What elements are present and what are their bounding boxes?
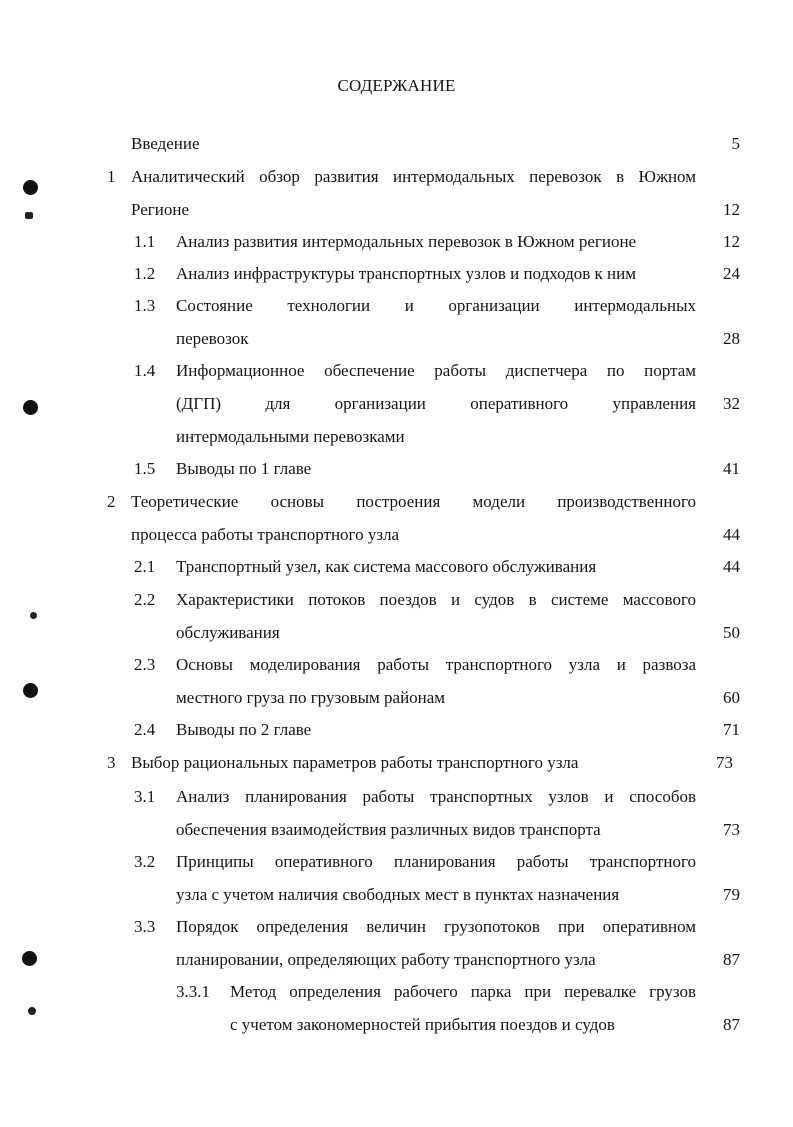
- toc-entry-number: 2: [107, 492, 116, 511]
- toc-entry: [0, 550, 793, 583]
- toc-entry: [0, 583, 793, 649]
- toc-entry-title: интермодальными перевозками: [176, 427, 405, 446]
- toc-entry-line: [0, 910, 793, 943]
- toc-entry: [0, 975, 793, 1041]
- toc-page-number: 50: [723, 623, 740, 642]
- toc-entry-title: Порядок определения величин грузопотоков при оперативном: [176, 917, 696, 936]
- scan-speck: [25, 212, 33, 219]
- toc-entry-title: Основы моделирования работы транспортного узла и развоза: [176, 655, 696, 674]
- toc-entry-number: 1: [107, 167, 116, 186]
- toc-entry-title: Теоретические основы построения модели производственного: [131, 492, 696, 511]
- toc-entry: [0, 160, 793, 226]
- toc-page-number: 32: [723, 394, 740, 413]
- toc-entry: [0, 354, 793, 453]
- toc-entry-line: [0, 127, 793, 160]
- toc-entry: [0, 780, 793, 846]
- toc-entry-line: [0, 518, 793, 551]
- toc-entry-line: [0, 225, 793, 258]
- toc-entry-title: Регионе: [131, 200, 189, 219]
- toc-entry-title: Выбор рациональных параметров работы транспортного узла: [131, 753, 579, 772]
- toc-entry-number: 1.5: [134, 459, 156, 478]
- toc-entry-title: Аналитический обзор развития интермодальных перевозок в Южном: [131, 167, 696, 186]
- toc-page-number: 87: [723, 950, 740, 969]
- toc-page-number: 44: [723, 557, 740, 576]
- toc-entry-title: обслуживания: [176, 623, 280, 642]
- toc-entry-line: [0, 616, 793, 649]
- toc-entry-number: 3.3: [134, 917, 156, 936]
- toc-entry-title: (ДГП) для организации оперативного управления: [176, 394, 696, 413]
- toc-page-number: 60: [723, 688, 740, 707]
- toc-entry-title: Анализ планирования работы транспортных узлов и способов: [176, 787, 696, 806]
- toc-entry-number: 2.1: [134, 557, 156, 576]
- toc-entry: [0, 910, 793, 976]
- toc-entry-line: [0, 420, 793, 453]
- scan-speck: [30, 612, 37, 619]
- toc-entry-line: [0, 387, 793, 420]
- toc-entry: [0, 485, 793, 551]
- toc-entry-number: 3.2: [134, 852, 156, 871]
- toc-entry-line: [0, 452, 793, 485]
- toc-entry-number: 3.1: [134, 787, 156, 806]
- punch-hole-mark: [23, 180, 38, 195]
- toc-entry: [0, 713, 793, 746]
- toc-entry-line: [0, 878, 793, 911]
- punch-hole-mark: [22, 951, 37, 966]
- toc-entry-title: планировании, определяющих работу транспортного узла: [176, 950, 596, 969]
- toc-entry: [0, 746, 793, 779]
- toc-entry: [0, 452, 793, 485]
- toc-entry-title: узла с учетом наличия свободных мест в пунктах назначения: [176, 885, 620, 904]
- toc-entry-line: [0, 813, 793, 846]
- punch-hole-mark: [23, 683, 38, 698]
- toc-entry-title: Метод определения рабочего парка при перевалке грузов: [230, 982, 696, 1001]
- toc-entry-line: [0, 550, 793, 583]
- toc-entry-title: Анализ развития интермодальных перевозок в Южном регионе: [176, 232, 637, 251]
- toc-entry-line: [0, 354, 793, 387]
- toc-entry: [0, 127, 793, 160]
- toc-entry-number: 3.3.1: [176, 982, 210, 1001]
- toc-entry-number: 3: [107, 753, 116, 772]
- toc-entry-line: [0, 583, 793, 616]
- toc-entry-number: 1.1: [134, 232, 156, 251]
- page-title: СОДЕРЖАНИЕ: [337, 76, 456, 95]
- toc-entry-line: [0, 648, 793, 681]
- toc-entry-line: [0, 746, 793, 779]
- toc-entry-line: [0, 257, 793, 290]
- toc-page-number: 12: [723, 200, 740, 219]
- toc-page-number: 28: [723, 329, 740, 348]
- toc-entry-number: 1.2: [134, 264, 156, 283]
- toc-entry-line: [0, 322, 793, 355]
- toc-entry-number: 2.2: [134, 590, 156, 609]
- toc-entry-line: [0, 160, 793, 193]
- toc-entry-title: Состояние технологии и организации интермодальных: [176, 296, 696, 315]
- toc-entry-title: Информационное обеспечение работы диспетчера по портам: [176, 361, 696, 380]
- toc-page-number: 71: [723, 720, 740, 739]
- toc-page-number: 87: [723, 1015, 740, 1034]
- toc-entry-line: [0, 713, 793, 746]
- toc-entry-line: [0, 193, 793, 226]
- toc-entry: [0, 845, 793, 911]
- toc-entry: [0, 257, 793, 290]
- toc-entry-title: процесса работы транспортного узла: [131, 525, 400, 544]
- toc-entry-title: Выводы по 2 главе: [176, 720, 312, 739]
- toc-entry-number: 1.4: [134, 361, 156, 380]
- toc-entry-number: 1.3: [134, 296, 156, 315]
- toc-page-number: 12: [723, 232, 740, 251]
- toc-entry-title: Выводы по 1 главе: [176, 459, 312, 478]
- toc-entry-title: перевозок: [176, 329, 249, 348]
- toc-entry-line: [0, 845, 793, 878]
- toc-entry-title: Характеристики потоков поездов и судов в системе массового: [176, 590, 696, 609]
- toc-entry-title: Принципы оперативного планирования работы транспортного: [176, 852, 696, 871]
- toc-entry-line: [0, 1008, 793, 1041]
- toc-entry-number: 2.4: [134, 720, 156, 739]
- toc-entry-title: Введение: [131, 134, 200, 153]
- toc-entry-title: Анализ инфраструктуры транспортных узлов и подходов к ним: [176, 264, 636, 283]
- toc-entry: [0, 225, 793, 258]
- toc-entry-title: с учетом закономерностей прибытия поездов и судов: [230, 1015, 615, 1034]
- toc-entry-number: 2.3: [134, 655, 156, 674]
- toc-entry: [0, 289, 793, 355]
- toc-page-number: 79: [723, 885, 740, 904]
- toc-entry-title: Транспортный узел, как система массового обслуживания: [176, 557, 597, 576]
- scan-speck: [28, 1007, 36, 1015]
- punch-hole-mark: [23, 400, 38, 415]
- toc-page-number: 5: [731, 134, 740, 153]
- toc-page-number: 41: [723, 459, 740, 478]
- toc-entry-line: [0, 485, 793, 518]
- toc-entry-line: [0, 780, 793, 813]
- toc-entry-line: [0, 289, 793, 322]
- toc-entry: [0, 648, 793, 714]
- toc-page-number: 73: [723, 820, 740, 839]
- toc-entry-line: [0, 975, 793, 1008]
- toc-page-number: 44: [723, 525, 740, 544]
- toc-entry-title: обеспечения взаимодействия различных видов транспорта: [176, 820, 601, 839]
- toc-entry-line: [0, 681, 793, 714]
- toc-page-number: 24: [723, 264, 740, 283]
- toc-entry-title: местного груза по грузовым районам: [176, 688, 446, 707]
- toc-page-number: 73: [716, 753, 733, 772]
- toc-entry-line: [0, 943, 793, 976]
